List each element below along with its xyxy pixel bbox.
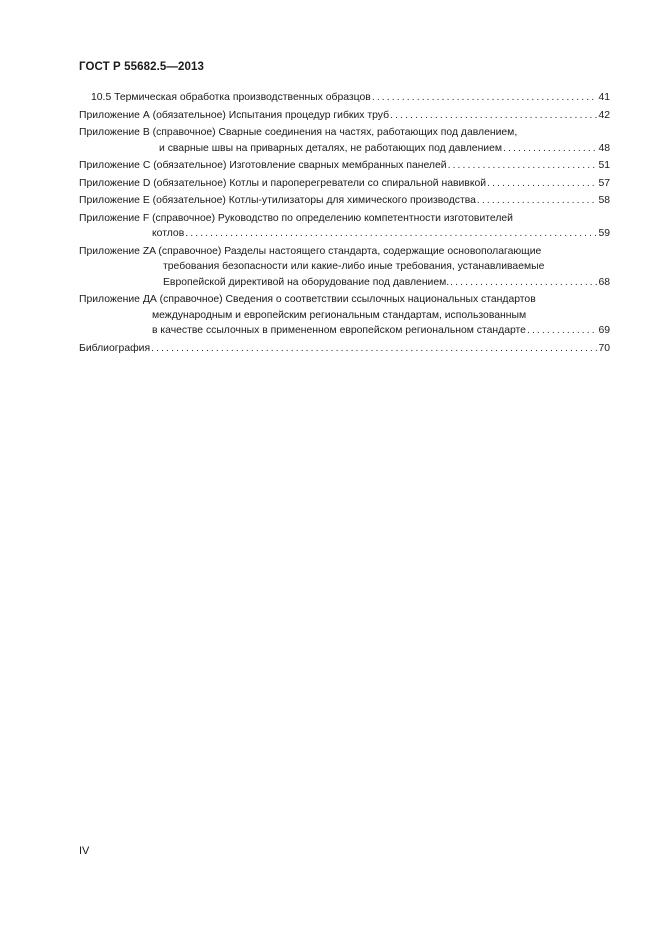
toc-entry[interactable] <box>79 244 610 291</box>
toc-entry-title: и сварные швы на приварных деталях, не работающих под давлением <box>159 142 503 154</box>
table-of-contents <box>79 90 610 358</box>
toc-entry-page: 59 <box>598 228 610 239</box>
toc-entry-title: котлов <box>152 228 185 239</box>
toc-entry-title: международным и европейским региональным стандартам, использованным <box>152 309 527 321</box>
toc-entry[interactable] <box>79 211 610 242</box>
toc-entry-title: Приложение ДА (справочное) Сведения о соответствии ссылочных национальных стандартов <box>79 294 536 305</box>
toc-entry-page: 58 <box>598 195 610 206</box>
toc-entry-page: 57 <box>598 177 610 189</box>
toc-entry-page: 42 <box>598 109 610 121</box>
page-number: IV <box>79 845 90 857</box>
toc-entry-page: 70 <box>598 342 610 354</box>
toc-entry-title: Приложение А (обязательное) Испытания процедур гибких труб <box>79 109 390 121</box>
dot-leader <box>185 226 597 242</box>
toc-entry-title: требования безопасности или какие-либо иные требования, устанавливаемые <box>163 261 545 272</box>
toc-entry-title: Библиография <box>79 342 151 354</box>
toc-entry-title: Приложение С (обязательное) Изготовление сварных мембранных панелей <box>79 160 447 171</box>
toc-entry-title: Приложение В (справочное) Сварные соединения на частях, работающих под давлением, <box>79 127 518 138</box>
dot-leader <box>151 341 597 357</box>
toc-entry-title: Приложение F (справочное) Руководство по определению компетентности изготовителей <box>79 212 513 224</box>
toc-entry[interactable] <box>79 90 610 106</box>
toc-entry[interactable] <box>79 341 610 357</box>
toc-entry-page: 41 <box>598 92 610 103</box>
toc-entry-title: 10.5 Термическая обработка производственных образцов <box>91 92 371 103</box>
toc-entry-title: Европейской директивой на оборудование под давлением. <box>163 276 450 288</box>
dot-leader <box>527 323 597 339</box>
toc-entry-title: Приложение D (обязательное) Котлы и пароперегреватели со спиральной навивкой <box>79 177 487 189</box>
toc-entry-title: в качестве ссылочных в примененном европейском региональном стандарте <box>152 325 526 336</box>
dot-leader <box>372 90 598 106</box>
toc-entry-page: 68 <box>598 276 610 288</box>
dot-leader <box>448 158 598 174</box>
toc-entry[interactable] <box>79 158 610 174</box>
toc-entry[interactable] <box>79 108 610 124</box>
toc-entry-page: 69 <box>598 325 610 336</box>
dot-leader <box>390 108 597 124</box>
toc-entry-page: 48 <box>598 142 610 154</box>
toc-entry[interactable] <box>79 176 610 192</box>
toc-entry[interactable] <box>79 292 610 339</box>
toc-entry[interactable] <box>79 125 610 156</box>
toc-entry-page: 51 <box>598 160 610 171</box>
toc-entry-title: Приложение ZA (справочное) Разделы настоящего стандарта, содержащие основополагающие <box>79 245 542 257</box>
toc-entry-title: Приложение Е (обязательное) Котлы-утилизаторы для химического производства <box>79 195 476 206</box>
dot-leader <box>487 176 597 192</box>
dot-leader <box>503 141 597 157</box>
dot-leader <box>450 275 597 291</box>
dot-leader <box>477 193 598 209</box>
document-header: ГОСТ Р 55682.5—2013 <box>79 61 204 73</box>
toc-entry[interactable] <box>79 193 610 209</box>
